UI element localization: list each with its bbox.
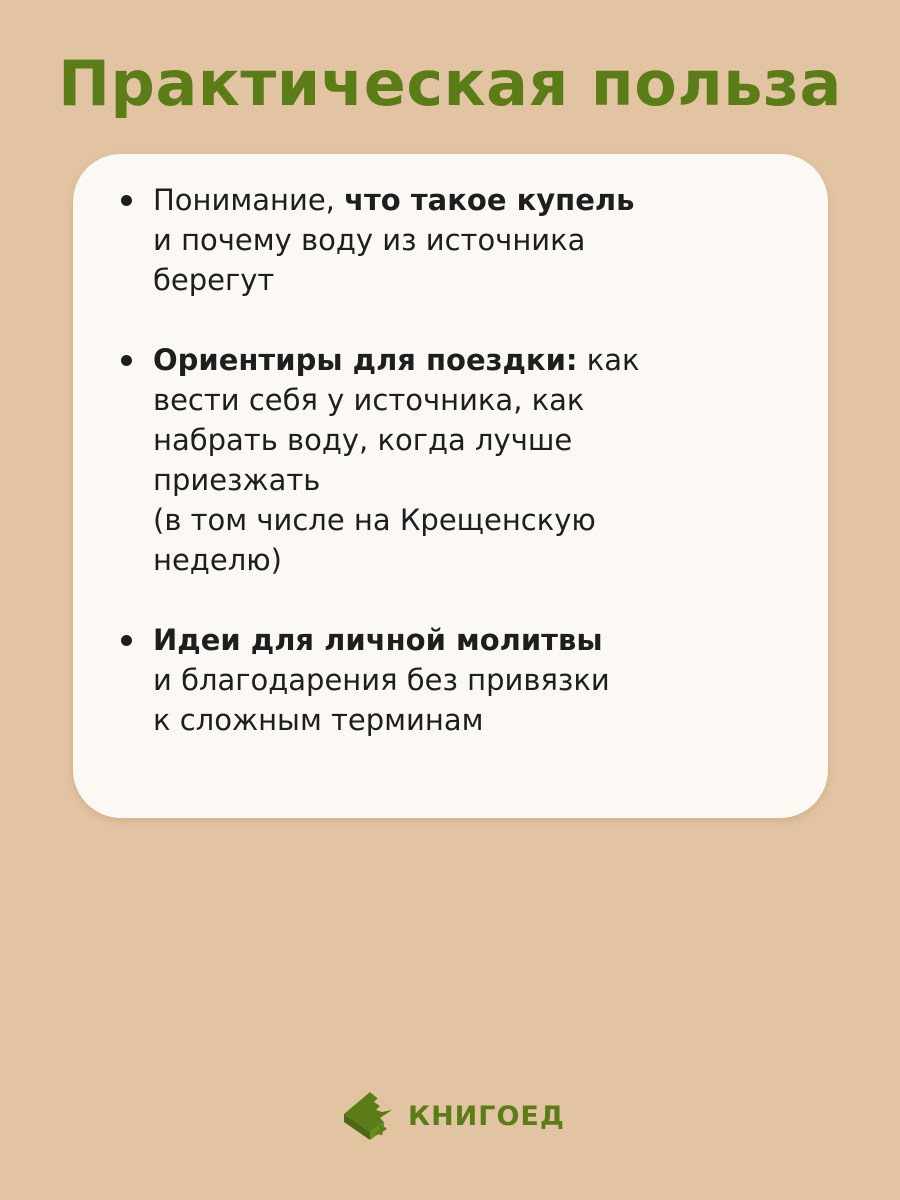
list-item bbox=[73, 620, 713, 740]
item-line: приезжать bbox=[153, 463, 321, 497]
bullet-icon bbox=[121, 355, 132, 366]
item-line: вести себя у источника, как bbox=[153, 383, 585, 417]
item-line: и почему воду из источника bbox=[153, 223, 586, 257]
item-line bbox=[153, 180, 713, 220]
brand-logo bbox=[340, 1088, 565, 1144]
item-line: берегут bbox=[153, 263, 275, 297]
item-text: Понимание, bbox=[153, 183, 345, 217]
bullet-icon bbox=[121, 195, 132, 206]
item-text-bold: что такое купель bbox=[344, 183, 635, 217]
item-text-bold: Ориентиры для поездки: bbox=[153, 343, 578, 377]
page-title: Практическая польза bbox=[58, 47, 842, 120]
brand-name: КНИГОЕД bbox=[408, 1100, 565, 1132]
bullet-icon bbox=[121, 635, 132, 646]
list-item bbox=[73, 180, 713, 300]
item-line: и благодарения без привязки bbox=[153, 663, 610, 697]
list-item bbox=[73, 340, 713, 580]
item-line: (в том числе на Крещенскую bbox=[153, 503, 596, 537]
item-line: набрать воду, когда лучше bbox=[153, 423, 573, 457]
item-text: как bbox=[577, 343, 640, 377]
benefits-card bbox=[73, 154, 828, 818]
item-line-bold: Идеи для личной молитвы bbox=[153, 623, 603, 657]
book-logo-icon bbox=[340, 1088, 402, 1144]
benefits-list bbox=[73, 180, 828, 780]
item-line bbox=[153, 340, 713, 380]
item-line: неделю) bbox=[153, 543, 282, 577]
item-line: к сложным терминам bbox=[153, 703, 484, 737]
